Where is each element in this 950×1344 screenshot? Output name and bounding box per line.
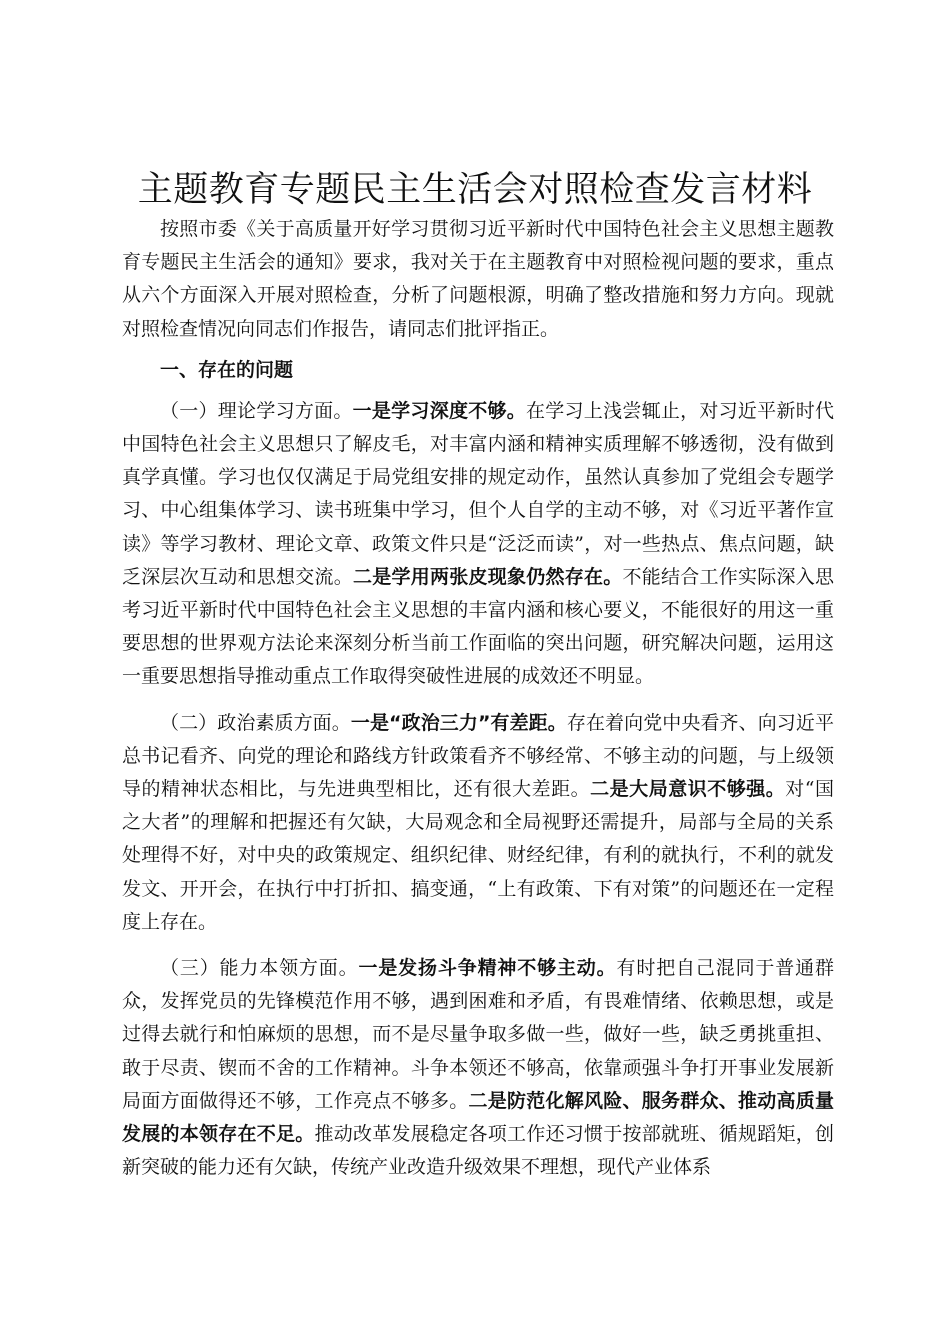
bold-point: 二是防范化解风险、服务群众、推动高质量发展的本领存在不足。 — [122, 1089, 834, 1146]
paragraph-text: 对“国之大者”的理解和把握还有欠缺，大局观念和全局视野还需提升，局部与全局的关系处理得不好，对中央的政策规定、组织纪律、财经纪律，有利的就执行，不利的就发发文、开开会，在执行中打折扣、搞变通，“上有政策、下有对策”的问题还在一定程度上存在。 — [122, 778, 834, 933]
paragraph-lead: （三）能力本领方面。 — [160, 957, 359, 980]
bold-point: 一是“政治三力”有差距。 — [350, 711, 567, 734]
document-body — [122, 213, 834, 1184]
paragraph-lead: （二）政治素质方面。 — [160, 711, 351, 734]
bold-point: 一是发扬斗争精神不够主动。 — [358, 957, 617, 980]
paragraph-text: 推动改革发展稳定各项工作还习惯于按部就班、循规蹈矩，创新突破的能力还有欠缺，传统产业改造升级效果不理想，现代产业体系 — [122, 1123, 834, 1179]
paragraph-text: 不能结合工作实际深入思考习近平新时代中国特色社会主义思想的丰富内涵和核心要义，不能很好的用这一重要思想的世界观方法论来深刻分析当前工作面临的突出问题，研究解决问题，运用这一重要思想指导推动重点工作取得突破性进展的成效还不明显。 — [122, 565, 834, 688]
document-title: 主题教育专题民主生活会对照检查发言材料 — [137, 170, 813, 210]
paragraph-capability — [122, 952, 834, 1184]
paragraph-theory-study — [122, 395, 834, 694]
paragraph-political-quality — [122, 707, 834, 939]
bold-point: 二是学用两张皮现象仍然存在。 — [353, 565, 623, 588]
paragraph-lead: （一）理论学习方面。 — [160, 399, 353, 422]
bold-point: 二是大局意识不够强。 — [590, 778, 786, 801]
bold-point: 一是学习深度不够。 — [352, 399, 527, 422]
section-heading-problems: 一、存在的问题 — [160, 358, 294, 381]
paragraph-text: 在学习上浅尝辄止，对习近平新时代中国特色社会主义思想只了解皮毛，对丰富内涵和精神实质理解不够透彻，没有做到真学真懂。学习也仅仅满足于局党组安排的规定动作，虽然认真参加了党组会专题学习、中心组集体学习、读书班集中学习，但个人自学的主动不够，对《习近平著作宣读》等学习教材、理论文章、政策文件只是“泛泛而读”，对一些热点、焦点问题，缺乏深层次互动和思想交流。 — [122, 399, 834, 588]
intro-paragraph: 按照市委《关于高质量开好学习贯彻习近平新时代中国特色社会主义思想主题教育专题民主生活会的通知》要求，我对关于在主题教育中对照检视问题的要求，重点从六个方面深入开展对照检查，分析了问题根源，明确了整改措施和努力方向。现就对照检查情况向同志们作报告，请同志们批评指正。 — [122, 218, 834, 340]
paragraph-text: 存在着向党中央看齐、向习近平总书记看齐、向党的理论和路线方针政策看齐不够经常、不够主动的问题，与上级领导的精神状态相比，与先进典型相比，还有很大差距。 — [122, 711, 834, 801]
paragraph-text: 有时把自己混同于普通群众，发挥党员的先锋模范作用不够，遇到困难和矛盾，有畏难情绪、依赖思想，或是过得去就行和怕麻烦的思想，而不是尽量争取多做一些，做好一些，缺乏勇挑重担、敢于尽责、锲而不舍的工作精神。斗争本领还不够高，依靠顽强斗争打开事业发展新局面方面做得还不够，工作亮点不够多。 — [122, 957, 834, 1112]
